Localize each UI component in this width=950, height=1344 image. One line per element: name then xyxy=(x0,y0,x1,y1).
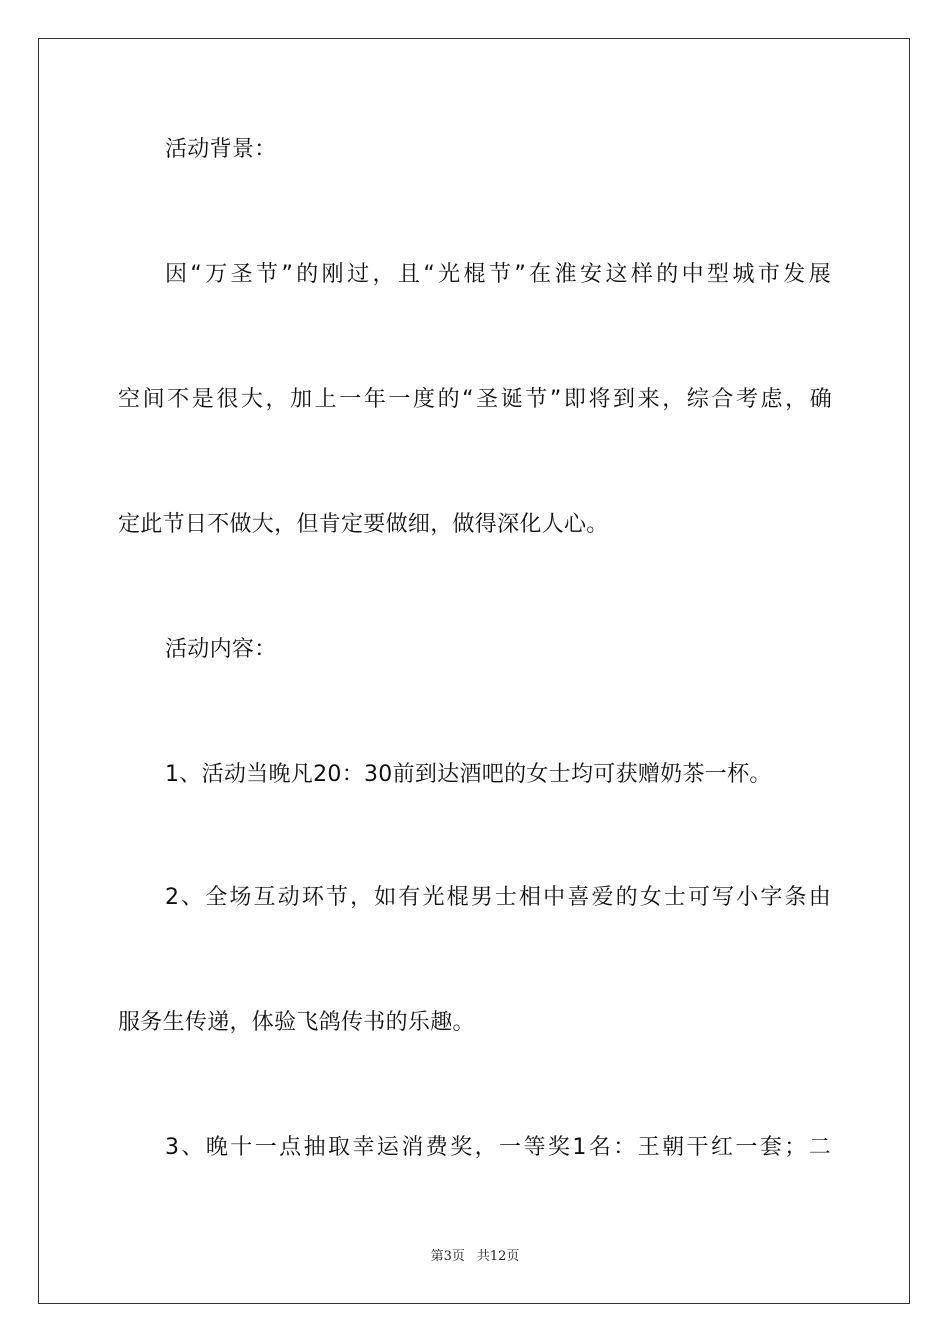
page-border xyxy=(38,38,910,1304)
page-number: 第3页 xyxy=(430,1249,465,1264)
paragraph-line: 定此节日不做大，但肯定要做细，做得深化人心。 xyxy=(118,512,609,537)
paragraph-line: 空间不是很大，加上一年一度的“圣诞节”即将到来，综合考虑，确 xyxy=(118,387,832,412)
list-item-continuation: 服务生传递，体验飞鸽传书的乐趣。 xyxy=(118,1010,475,1035)
paragraph-line: 因“万圣节”的刚过，且“光棍节”在淮安这样的中型城市发展 xyxy=(165,262,831,287)
list-item: 1、活动当晚凡20：30前到达酒吧的女士均可获赠奶茶一杯。 xyxy=(165,762,772,787)
page-total: 共12页 xyxy=(476,1249,520,1264)
section-heading-content: 活动内容： xyxy=(165,637,277,662)
page-footer xyxy=(0,1248,950,1266)
section-heading-background: 活动背景： xyxy=(165,137,277,162)
list-item: 3、晚十一点抽取幸运消费奖，一等奖1名：王朝干红一套；二 xyxy=(165,1135,831,1160)
list-item: 2、全场互动环节，如有光棍男士相中喜爱的女士可写小字条由 xyxy=(165,885,831,910)
